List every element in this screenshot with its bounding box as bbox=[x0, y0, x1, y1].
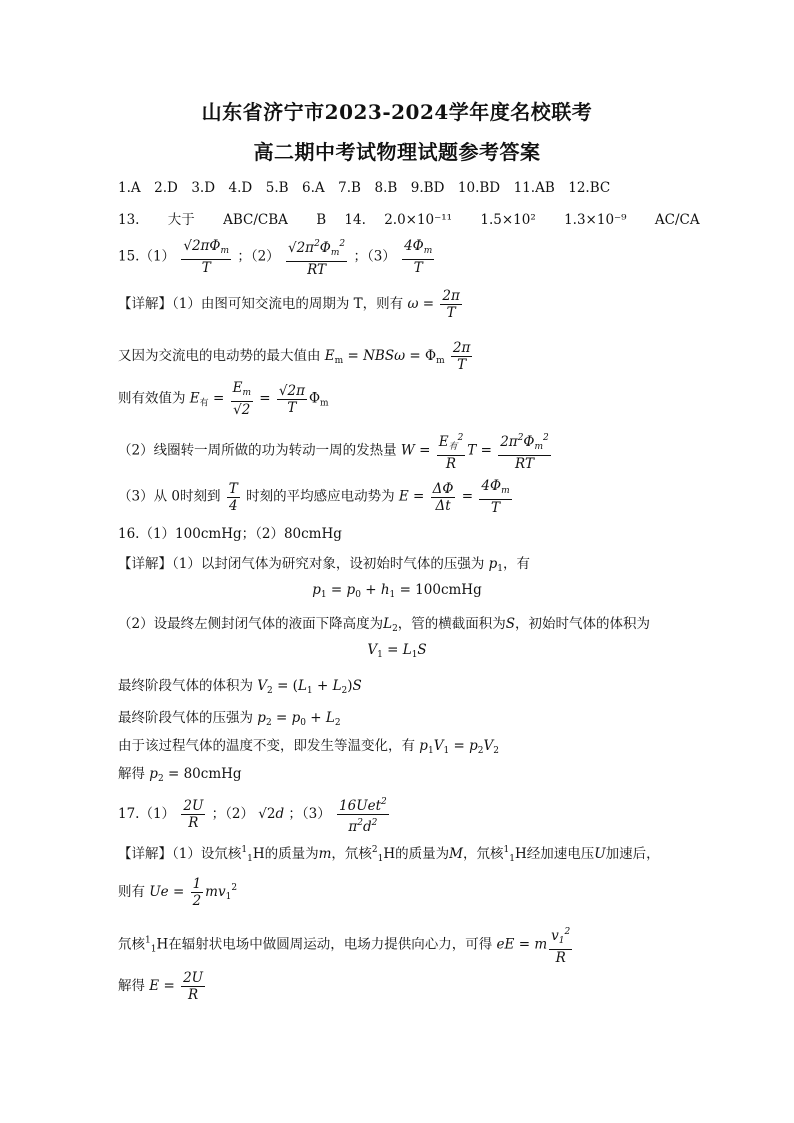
q15-detail-2: 又因为交流电的电动势的最大值由 $E_m = NBS\omega = \Phi_m$ $\frac{2\pi}{T}$ bbox=[118, 340, 471, 373]
q16-detail-5: 由于该过程气体的温度不变，即发生等温变化，有 $p_1V_1 = p_2V_2$ bbox=[118, 738, 499, 756]
q17-detail-1: 【详解】（1）设氘核$^1_1$H的质量为m，氘核$^2_1$H的质量为M，氘核$^1_1$H经加速电压U加速后， bbox=[118, 845, 660, 864]
answer-15: 15.（1） $\frac{√2\pi\Phi_m}{T}$ ；（2） $\frac{√2\pi^2\Phi_m^2}{RT}$ ；（3） $\frac{4\Phi_m}{T}$ bbox=[118, 238, 433, 278]
q17-detail-2: 则有 Ue = $\frac{1}{2}$ $mv_1^2$ bbox=[118, 876, 238, 909]
page-title-line2: 高二期中考试物理试题参考答案 bbox=[253, 140, 541, 164]
q16-detail-1: 【详解】（1）以封闭气体为研究对象，设初始时气体的压强为 $p_1$，有 bbox=[118, 556, 531, 574]
q17-detail-4: 解得 E = $\frac{2U}{R}$ bbox=[118, 970, 204, 1003]
q16-detail-6: 解得 $p_2$ = 80cmHg bbox=[118, 766, 242, 784]
q15-detail-5: （3）从 0时刻到 $\frac{T}{4}$ 时刻的平均感应电动势为 E = $\frac{\Delta\Phi}{\Delta t}$ = $\frac{4\Phi_m}{T}$ bbox=[118, 478, 510, 516]
multiple-choice-answers: 1.A 2.D 3.D 4.D 5.B 6.A 7.B 8.B 9.BD 10.BD 11.AB 12.BC bbox=[118, 180, 611, 196]
answer-17: 17.（1） $\frac{2U}{R}$ ；（2） √2d ；（3） $\frac{16Uet^2}{\pi^2d^2}$ bbox=[118, 794, 391, 835]
q16-detail-4: 最终阶段气体的压强为 $p_2 = p_0 + L_2$ bbox=[118, 710, 341, 728]
q15-detail-1: 【详解】（1）由图可知交流电的周期为 T，则有 ω = $\frac{2\pi}{T}$ bbox=[118, 288, 460, 321]
q16-detail-3: 最终阶段气体的体积为 $V_2 = (L_1 + L_2)S$ bbox=[118, 678, 362, 696]
q16-equation-1: $p_1 = p_0 + h_1$ = 100cmHg bbox=[312, 582, 482, 600]
q16-detail-2: （2）设最终左侧封闭气体的液面下降高度为$L_2$，管的横截面积为S，初始时气体的体积为 bbox=[118, 616, 651, 634]
answers-13-14: 13. 大于 ABC/CBA B 14. 2.0×10⁻¹¹ 1.5×10² 1.3×10⁻⁹ AC/CA bbox=[118, 212, 700, 228]
q17-detail-3: 氘核$^1_1$H在辐射状电场中做圆周运动，电场力提供向心力，可得 eE = m $\frac{v_1^2}{R}$ bbox=[118, 924, 574, 966]
answer-16: 16.（1）100cmHg；（2）80cmHg bbox=[118, 526, 342, 542]
q15-detail-3: 则有效值为 $E_有$ = $\frac{E_m}{√2}$ = $\frac{√2\pi}{T}$ $\Phi_m$ bbox=[118, 380, 329, 418]
q15-detail-4: （2）线圈转一周所做的功为转动一周的发热量 W = $\frac{E_有^2}{R}$ T = $\frac{2\pi^2\Phi_m^2}{RT}$ bbox=[118, 430, 553, 472]
q16-equation-2: $V_1 = L_1S$ bbox=[367, 642, 427, 660]
page-title-line1: 山东省济宁市2023-2024学年度名校联考 bbox=[201, 100, 593, 124]
